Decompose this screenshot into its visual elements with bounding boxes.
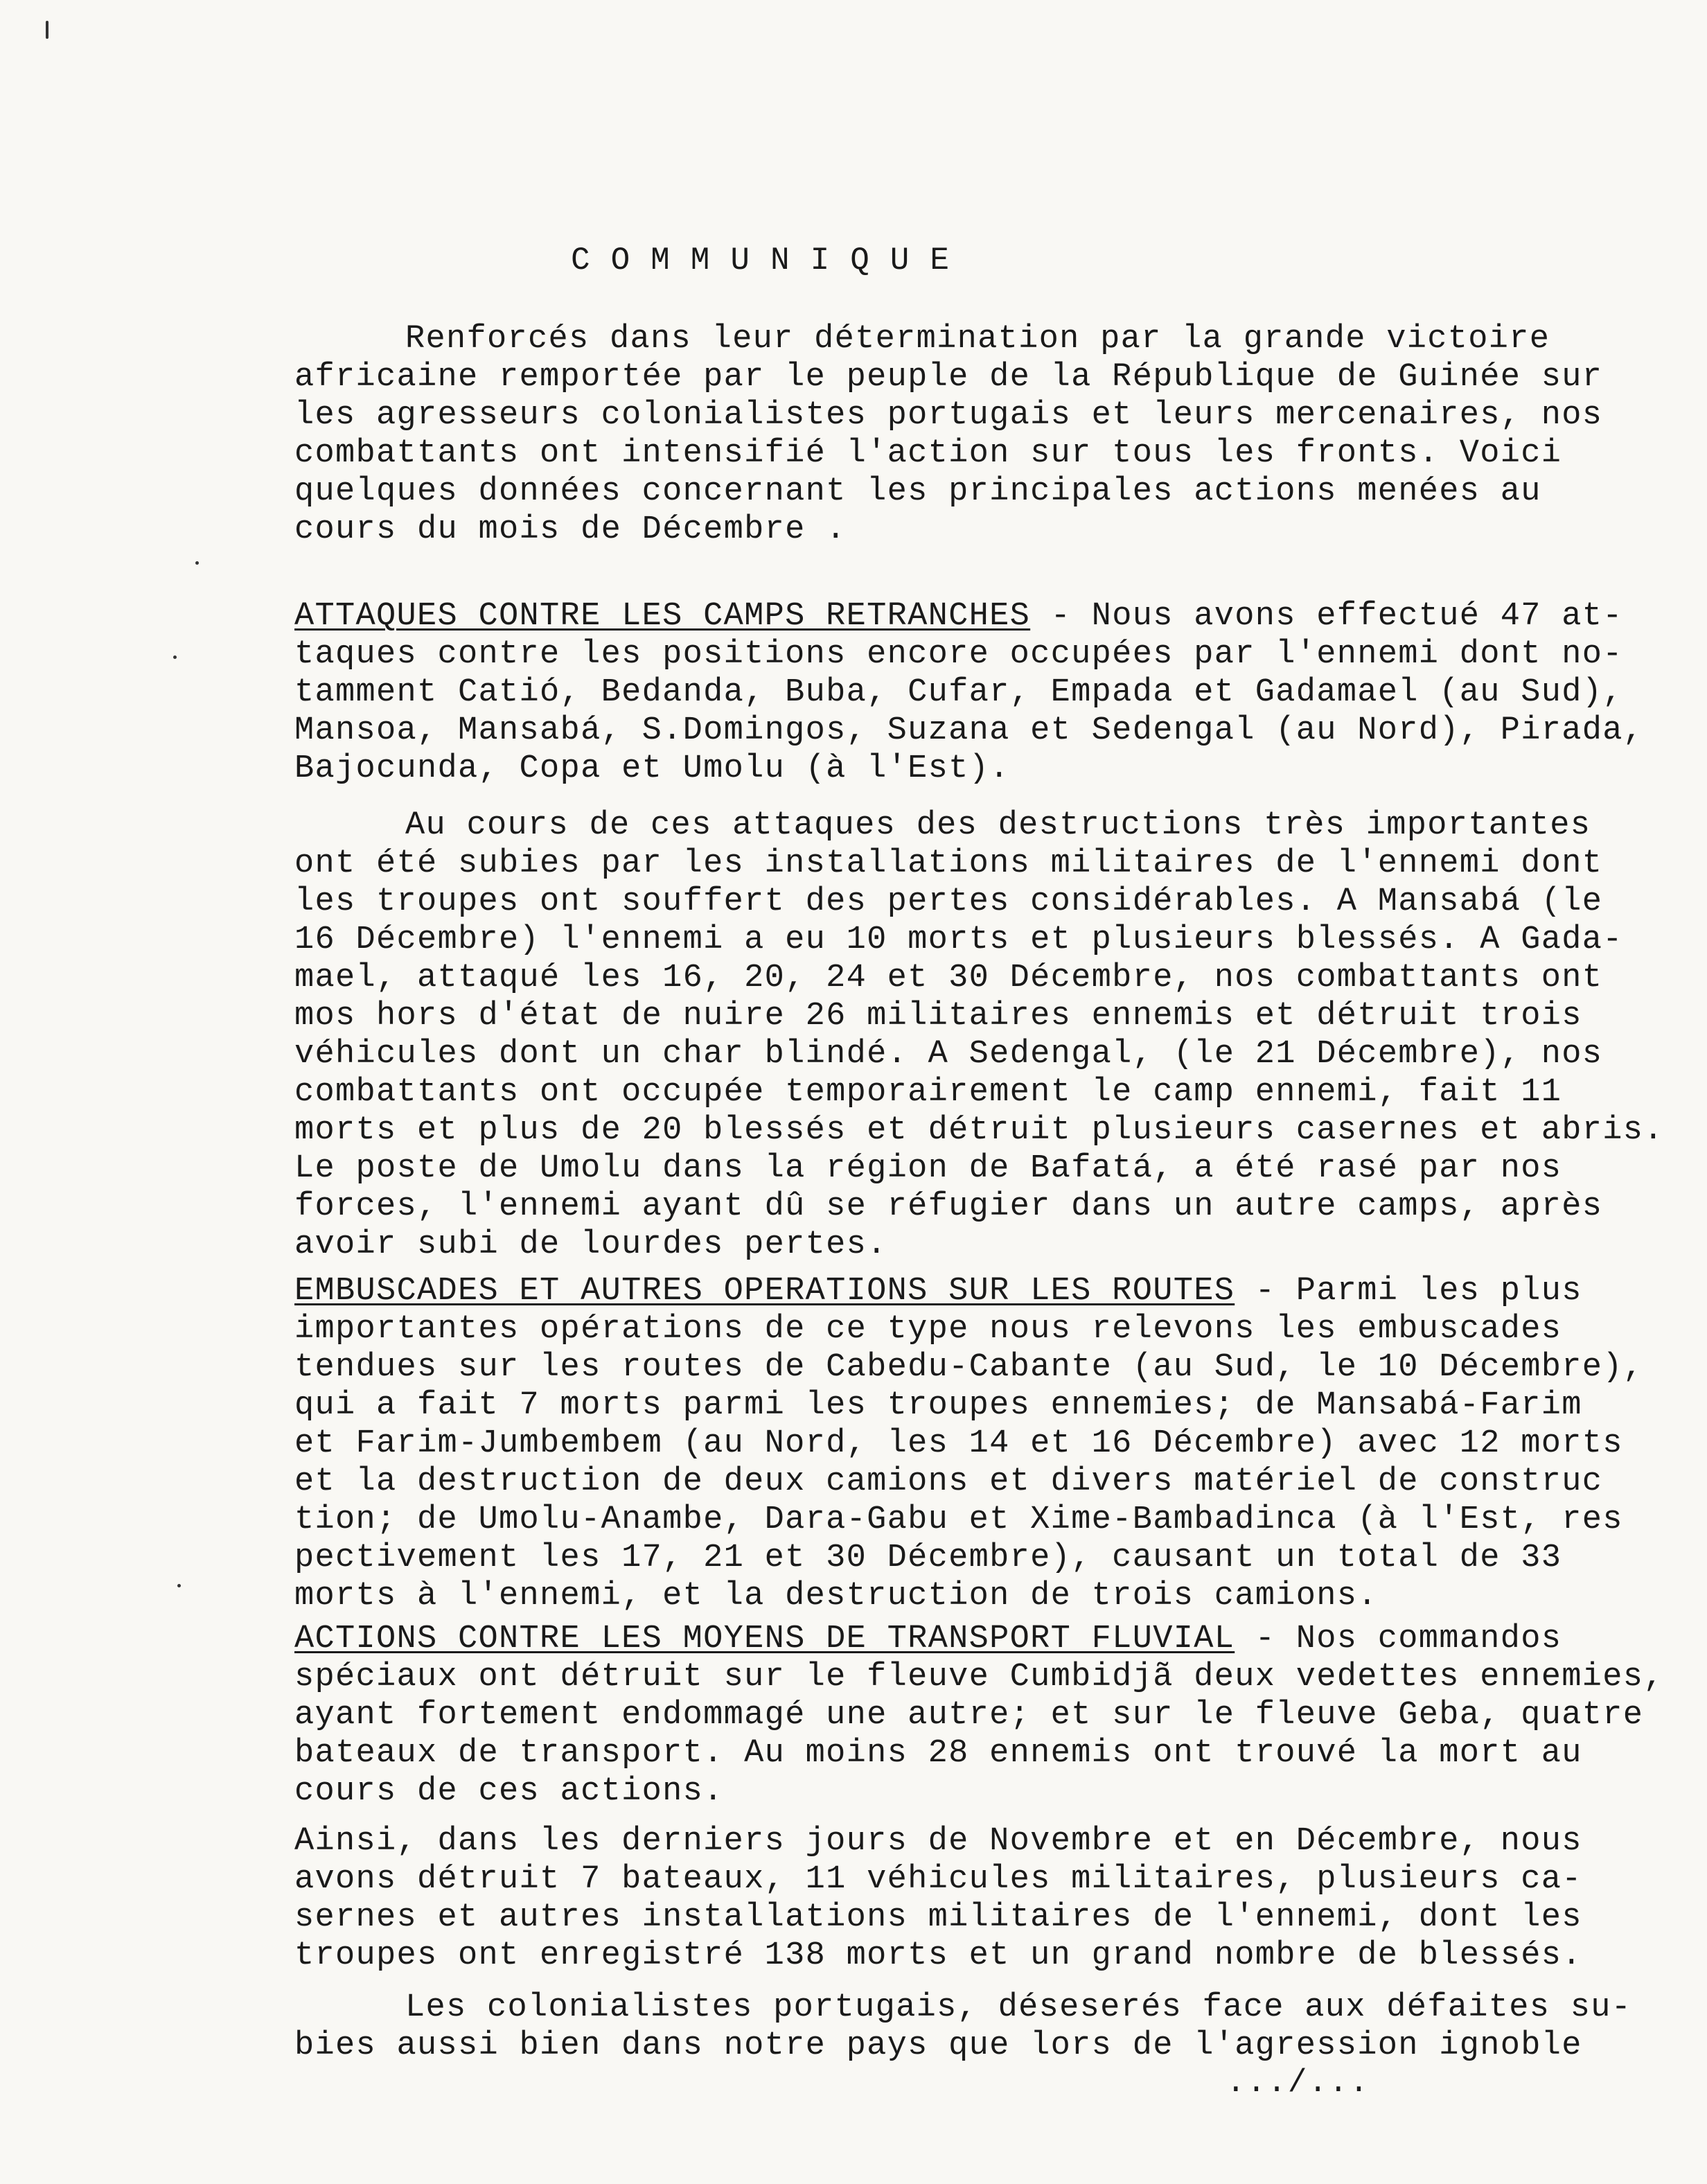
text-line: tion; de Umolu-Anambe, Dara-Gabu et Xime-Bambadinca (à l'Est, res [294, 1502, 1623, 1538]
section-heading: EMBUSCADES ET AUTRES OPERATIONS SUR LES ROUTES [294, 1273, 1235, 1310]
text-line: combattants ont occupée temporairement le camp ennemi, fait 11 [294, 1074, 1562, 1111]
text-line: avons détruit 7 bateaux, 11 véhicules militaires, plusieurs ca- [294, 1861, 1582, 1898]
text-line: Mansoa, Mansabá, S.Domingos, Suzana et Sedengal (au Nord), Pirada, [294, 712, 1644, 749]
summary-paragraph [294, 1822, 1652, 1975]
intro-paragraph [294, 320, 1652, 549]
text-line: sernes et autres installations militaires de l'ennemi, dont les [294, 1899, 1582, 1936]
scan-mark [195, 561, 199, 565]
text-line: qui a fait 7 morts parmi les troupes ennemies; de Mansabá-Farim [294, 1387, 1582, 1424]
text-fragment: - Nos commandos [1235, 1621, 1562, 1657]
section-fluvial [294, 1620, 1664, 1811]
text-line: et la destruction de deux camions et divers matériel de construc [294, 1463, 1603, 1500]
text-line: Bajocunda, Copa et Umolu (à l'Est). [294, 750, 1010, 787]
section-camps [294, 597, 1652, 788]
scan-mark [46, 21, 48, 39]
text-line: Ainsi, dans les derniers jours de Novembre et en Décembre, nous [294, 1823, 1582, 1860]
text-line: avoir subi de lourdes pertes. [294, 1226, 887, 1263]
text-line: tamment Catió, Bedanda, Buba, Cufar, Empada et Gadamael (au Sud), [294, 674, 1623, 711]
text-line: combattants ont intensifié l'action sur tous les fronts. Voici [294, 435, 1562, 472]
section-camps-details [294, 807, 1664, 1264]
text-line: véhicules dont un char blindé. A Sedengal, (le 21 Décembre), nos [294, 1036, 1603, 1073]
text-line: cours du mois de Décembre . [294, 511, 847, 548]
section-heading: ATTAQUES CONTRE LES CAMPS RETRANCHES [294, 598, 1031, 635]
text-line: bateaux de transport. Au moins 28 ennemis ont trouvé la mort au [294, 1735, 1582, 1772]
section-heading: ACTIONS CONTRE LES MOYENS DE TRANSPORT FLUVIAL [294, 1621, 1235, 1657]
text-line: Au cours de ces attaques des destructions très importantes [405, 807, 1591, 844]
text-line: les troupes ont souffert des pertes considérables. A Mansabá (le [294, 883, 1603, 920]
text-line: cours de ces actions. [294, 1773, 724, 1810]
text-line [294, 1620, 1652, 1658]
text-line: troupes ont enregistré 138 morts et un grand nombre de blessés. [294, 1937, 1582, 1974]
text-fragment: - Nous avons effectué 47 at- [1030, 598, 1623, 635]
text-line [294, 1272, 1652, 1310]
text-line: ont été subies par les installations militaires de l'ennemi dont [294, 845, 1603, 882]
text-line: importantes opérations de ce type nous relevons les embuscades [294, 1311, 1562, 1348]
text-line: bies aussi bien dans notre pays que lors de l'agression ignoble [294, 2027, 1582, 2064]
closing-paragraph [294, 1989, 1652, 2065]
text-line: tendues sur les routes de Cabedu-Cabante (au Sud, le 10 Décembre), [294, 1349, 1644, 1386]
text-line: spéciaux ont détruit sur le fleuve Cumbidjã deux vedettes ennemies, [294, 1659, 1664, 1696]
text-line: Le poste de Umolu dans la région de Bafatá, a été rasé par nos [294, 1150, 1562, 1187]
text-line: Les colonialistes portugais, déseserés face aux défaites su- [405, 1989, 1632, 2026]
text-line [294, 597, 1652, 635]
text-line: Renforcés dans leur détermination par la grande victoire [405, 321, 1550, 358]
text-line: mael, attaqué les 16, 20, 24 et 30 Décembre, nos combattants ont [294, 960, 1603, 996]
text-line: taques contre les positions encore occupées par l'ennemi dont no- [294, 636, 1623, 673]
scan-mark [177, 1584, 181, 1587]
text-line: et Farim-Jumbembem (au Nord, les 14 et 16 Décembre) avec 12 morts [294, 1425, 1623, 1462]
continuation-marker: .../... [1226, 2065, 1370, 2101]
text-line: pectivement les 17, 21 et 30 Décembre), causant un total de 33 [294, 1540, 1562, 1576]
section-routes [294, 1272, 1652, 1615]
text-line: forces, l'ennemi ayant dû se réfugier dans un autre camps, après [294, 1188, 1603, 1225]
text-line: quelques données concernant les principales actions menées au [294, 473, 1541, 510]
text-fragment: - Parmi les plus [1235, 1273, 1582, 1310]
text-line: 16 Décembre) l'ennemi a eu 10 morts et plusieurs blessés. A Gada- [294, 922, 1623, 958]
scan-mark [173, 655, 177, 659]
text-line: les agresseurs colonialistes portugais et leurs mercenaires, nos [294, 397, 1603, 434]
text-line: mos hors d'état de nuire 26 militaires ennemis et détruit trois [294, 998, 1582, 1034]
text-line: ayant fortement endommagé une autre; et sur le fleuve Geba, quatre [294, 1697, 1644, 1734]
text-line: africaine remportée par le peuple de la République de Guinée sur [294, 359, 1603, 396]
text-line: morts et plus de 20 blessés et détruit plusieurs casernes et abris. [294, 1112, 1664, 1149]
text-line: morts à l'ennemi, et la destruction de trois camions. [294, 1578, 1378, 1614]
document-title: COMMUNIQUE [570, 243, 971, 279]
